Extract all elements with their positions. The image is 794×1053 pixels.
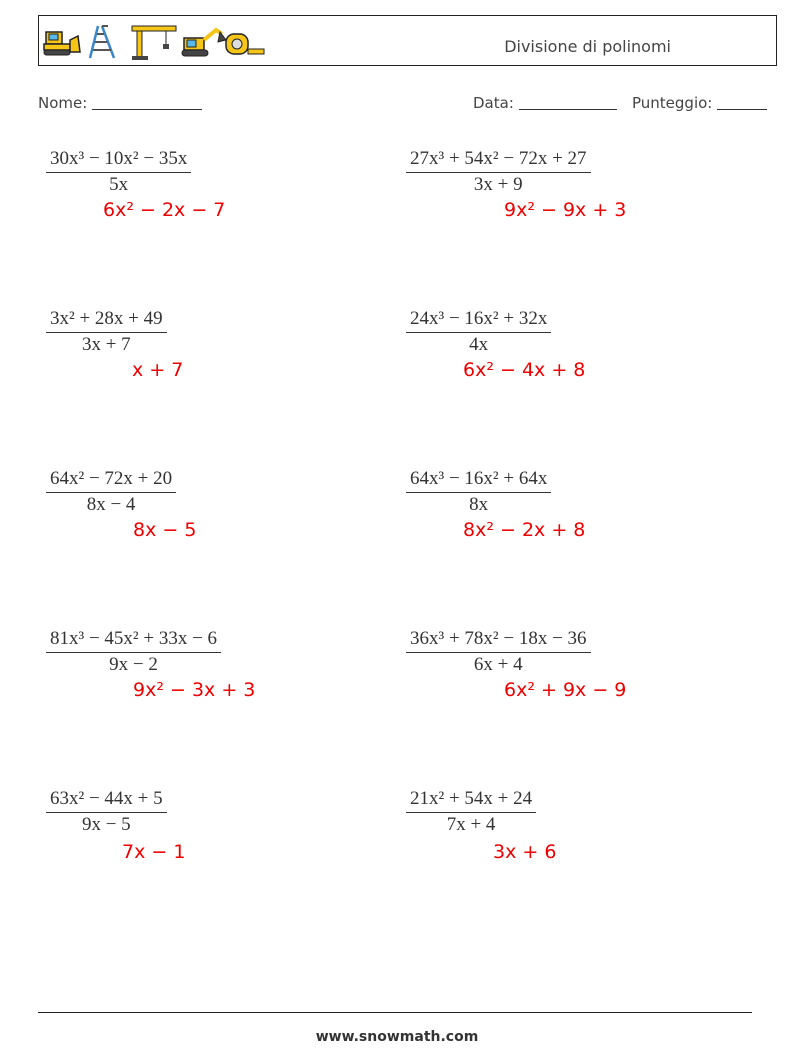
denominator: 3x + 9 [473,174,523,195]
tape-measure-icon [226,34,264,54]
numerator: 64x² − 72x + 20 [46,468,176,493]
denominator: 5x [109,174,129,195]
problem-4 [406,308,551,356]
date-blank[interactable] [519,95,617,110]
denominator: 4x [469,334,489,355]
problem-6 [406,468,551,516]
page-title: Divisione di polinomi [504,37,671,56]
fraction [46,628,221,676]
problem-2 [406,148,591,196]
answer-8: 6x² + 9x − 9 [504,679,627,701]
answer-4: 6x² − 4x + 8 [463,359,586,381]
numerator: 3x² + 28x + 49 [46,308,167,333]
fraction [406,788,536,836]
score-field [632,94,767,112]
answer-10: 3x + 6 [493,841,557,863]
numerator: 36x³ + 78x² − 18x − 36 [406,628,591,653]
excavator-icon [182,30,226,56]
date-label: Data: [473,94,514,112]
problem-10 [406,788,536,836]
ladder-icon [90,26,114,58]
header-icons [42,22,267,62]
footer-website[interactable]: www.snowmath.com [315,1029,479,1045]
denominator: 7x + 4 [446,814,496,835]
denominator: 6x + 4 [473,654,523,675]
footer-divider [38,1012,752,1013]
problem-5 [46,468,176,516]
answer-1: 6x² − 2x − 7 [103,199,226,221]
fraction [46,468,176,516]
answer-7: 9x² − 3x + 3 [133,679,256,701]
score-label: Punteggio: [632,94,713,112]
answer-2: 9x² − 9x + 3 [504,199,627,221]
name-label: Nome: [38,94,88,112]
problem-3 [46,308,167,356]
denominator: 9x − 5 [81,814,131,835]
denominator: 3x + 7 [81,334,131,355]
numerator: 30x³ − 10x² − 35x [46,148,191,173]
fraction [406,308,551,356]
answer-9: 7x − 1 [122,841,186,863]
fraction [406,468,551,516]
problem-8 [406,628,591,676]
problem-9 [46,788,167,836]
header-box [38,15,777,66]
answer-5: 8x − 5 [133,519,197,541]
numerator: 63x² − 44x + 5 [46,788,167,813]
bulldozer-icon [44,32,80,55]
answer-3: x + 7 [132,359,184,381]
fraction [46,308,167,356]
denominator: 9x − 2 [109,654,158,675]
problem-1 [46,148,191,196]
date-field [473,94,617,112]
numerator: 27x³ + 54x² − 72x + 27 [406,148,591,173]
fraction [406,628,591,676]
answer-6: 8x² − 2x + 8 [463,519,586,541]
denominator: 8x [469,494,489,515]
fraction [46,788,167,836]
numerator: 24x³ − 16x² + 32x [406,308,551,333]
fraction [46,148,191,196]
problem-7 [46,628,221,676]
score-blank[interactable] [717,95,767,110]
numerator: 81x³ − 45x² + 33x − 6 [46,628,221,653]
numerator: 21x² + 54x + 24 [406,788,536,813]
crane-icon [132,26,176,60]
denominator: 8x − 4 [86,494,136,515]
name-field [38,94,202,112]
name-blank[interactable] [92,95,202,110]
numerator: 64x³ − 16x² + 64x [406,468,551,493]
fraction [406,148,591,196]
